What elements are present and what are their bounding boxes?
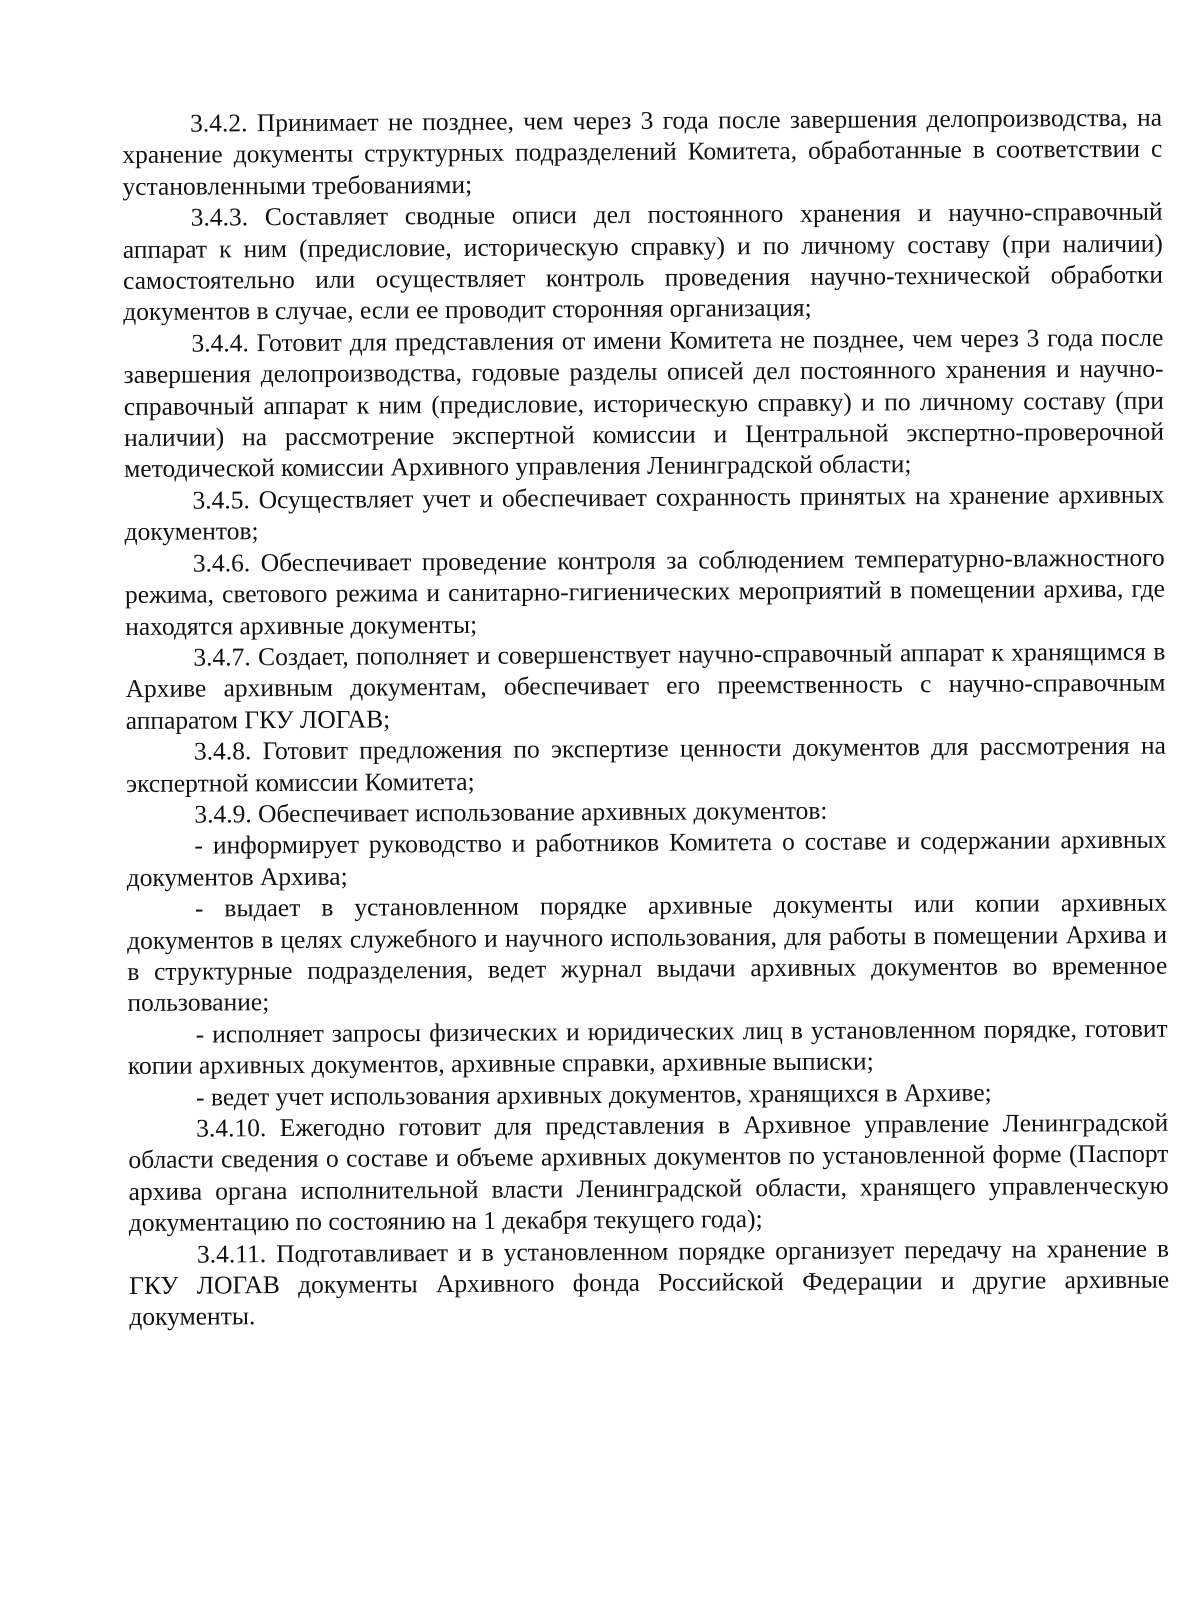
- paragraph-3-4-8: 3.4.8. Готовит предложения по экспертизе ценности документов для рассмотрения на экспертной комиссии Комитета;: [126, 730, 1167, 798]
- list-item-inform-management: - информирует руководство и работников Комитета о составе и содержании архивных документов Архива;: [126, 824, 1167, 892]
- paragraph-3-4-6: 3.4.6. Обеспечивает проведение контроля за соблюдением температурно-влажностного режима, светового режима и санитарно-гигиенических мероприятий в помещении архива, где находятся архивные документы;: [124, 542, 1166, 641]
- document-body: [122, 102, 1169, 1333]
- paragraph-3-4-4: 3.4.4. Готовит для представления от имени Комитета не позднее, чем через 3 года после завершения делопроизводства, годовые разделы описей дел постоянного хранения и научно-справочный аппарат к ним (предисловие, историческую справку) и по личному составу (при наличии) на рассмотрение экспертной комиссии и Центральной экспертно-проверочной методической комиссии Архивного управления Ленинградской области;: [123, 322, 1165, 484]
- list-item-usage-accounting: - ведет учет использования архивных документов, хранящихся в Архиве;: [195, 1077, 992, 1112]
- paragraph-3-4-5: 3.4.5. Осуществляет учет и обеспечивает сохранность принятых на хранение архивных документов;: [124, 479, 1165, 547]
- paragraph-3-4-3: 3.4.3. Составляет сводные описи дел постоянного хранения и научно-справочный аппарат к ним (предисловие, историческую справку) и по личному составу (при наличии) самостоятельно или осуществляет контроль проведения научно-технической обработки документов в случае, если ее проводит сторонняя организация;: [122, 196, 1164, 327]
- paragraph-3-4-9: 3.4.9. Обеспечивает использование архивных документов:: [194, 795, 828, 829]
- paragraph-3-4-2: 3.4.2. Принимает не позднее, чем через 3 года после завершения делопроизводства, на хранение документы структурных подразделений Комитета, обработанные в соответствии с установленными требованиями;: [122, 102, 1163, 201]
- paragraph-3-4-11: 3.4.11. Подготавливает и в установленном порядке организует передачу на хранение в ГКУ ЛОГАВ документы Архивного фонда Российской Федерации и другие архивные документы.: [129, 1233, 1170, 1332]
- list-item-issue-documents: - выдает в установленном порядке архивные документы или копии архивных документов в целях служебного и научного использования, для работы в помещении Архива и в структурные подразделения, ведет журнал выдачи архивных документов во временное пользование;: [126, 887, 1168, 1018]
- paragraph-3-4-7: 3.4.7. Создает, пополняет и совершенствует научно-справочный аппарат к хранящимся в Архиве архивным документам, обеспечивает его преемственность с научно-справочным аппаратом ГКУ ЛОГАВ;: [125, 636, 1166, 735]
- paragraph-3-4-10: 3.4.10. Ежегодно готовит для представления в Архивное управление Ленинградской области сведения о составе и объеме архивных документов по установленной форме (Паспорт архива органа исполнительной власти Ленинградской области, хранящего управленческую документацию по состоянию на 1 декабря текущего года);: [128, 1107, 1169, 1238]
- list-item-execute-requests: - исполняет запросы физических и юридических лиц в установленном порядке, готовит копии архивных документов, архивные справки, архивные выписки;: [127, 1013, 1168, 1081]
